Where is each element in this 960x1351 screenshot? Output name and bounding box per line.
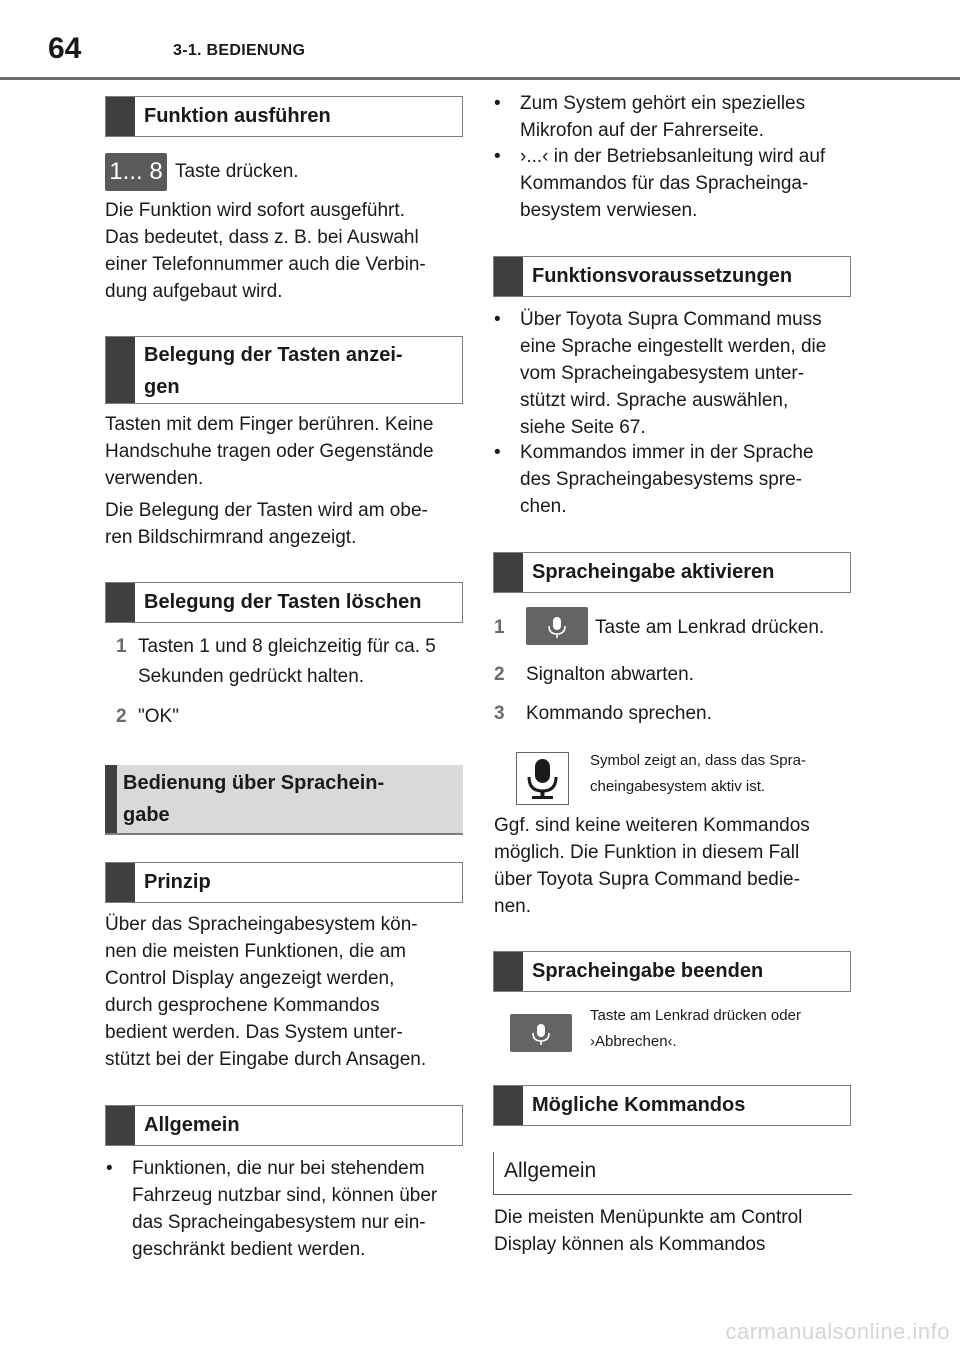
key-1-8-button: 1... 8 bbox=[105, 153, 167, 191]
text-line: besystem verwiesen. bbox=[520, 200, 698, 221]
text-line: einer Telefonnummer auch die Verbin- bbox=[105, 254, 426, 275]
symbol-note bbox=[590, 748, 852, 800]
section-funktion-ausfuehren bbox=[105, 96, 463, 137]
prinzip-paragraph bbox=[105, 911, 465, 1073]
section-spracheingabe-beenden bbox=[493, 951, 851, 992]
bullet-text bbox=[520, 143, 854, 224]
section-bedienung-sprache bbox=[105, 765, 463, 835]
voice-active-symbol bbox=[516, 752, 569, 805]
title-line: Belegung der Tasten anzei- bbox=[144, 344, 403, 366]
section-bar bbox=[106, 97, 135, 136]
section-bar bbox=[494, 553, 523, 592]
text-line: Das bedeutet, dass z. B. bei Auswahl bbox=[105, 227, 419, 248]
section-title: Prinzip bbox=[144, 871, 211, 893]
text-line: ren Bildschirmrand angezeigt. bbox=[105, 527, 357, 548]
section-prinzip bbox=[105, 862, 463, 903]
text-line: vom Spracheingabesystem unter- bbox=[520, 363, 805, 384]
text-line: Display können als Kommandos bbox=[494, 1234, 766, 1255]
bullet-text bbox=[520, 306, 854, 441]
step-text: Kommando sprechen. bbox=[526, 703, 712, 724]
text-line: Fahrzeug nutzbar sind, können über bbox=[132, 1185, 438, 1206]
text-line: Die Belegung der Tasten wird am obe- bbox=[105, 500, 428, 521]
text-line: Tasten mit dem Finger berühren. Keine bbox=[105, 414, 434, 435]
text-line: nen die meisten Funktionen, die am bbox=[105, 941, 407, 962]
text-line: chen. bbox=[520, 496, 567, 517]
text-line: Symbol zeigt an, dass das Spra- bbox=[590, 752, 806, 769]
text-line: Mikrofon auf der Fahrerseite. bbox=[520, 120, 764, 141]
section-funktionsvoraussetzungen bbox=[493, 256, 851, 297]
page-number: 64 bbox=[48, 32, 82, 65]
kommandos-paragraph bbox=[494, 1204, 854, 1258]
text-line: Taste am Lenkrad drücken oder bbox=[590, 1007, 801, 1024]
text-line: Handschuhe tragen oder Gegenstände bbox=[105, 441, 434, 462]
bullet: • bbox=[494, 309, 501, 330]
section-title: Mögliche Kommandos bbox=[532, 1094, 746, 1116]
section-bar bbox=[106, 1106, 135, 1145]
section-belegung-anzeigen bbox=[105, 336, 463, 404]
text-line: ›Abbrechen‹. bbox=[590, 1033, 677, 1050]
text-line: Kommandos immer in der Sprache bbox=[520, 442, 814, 463]
footer-watermark: carmanualsonline.info bbox=[725, 1319, 950, 1344]
section-title: Belegung der Tasten löschen bbox=[144, 591, 422, 613]
step-text: Signalton abwarten. bbox=[526, 664, 694, 685]
text-line: Die Funktion wird sofort ausgeführt. bbox=[105, 200, 405, 221]
section-bar bbox=[494, 952, 523, 991]
text-line: stützt wird. Sprache auswählen, bbox=[520, 390, 789, 411]
section-title: Allgemein bbox=[144, 1114, 240, 1136]
section-title bbox=[123, 767, 455, 831]
text-line: Funktionen, die nur bei stehendem bbox=[132, 1158, 425, 1179]
bullet-text bbox=[132, 1155, 466, 1263]
text-line: stützt bei der Eingabe durch Ansagen. bbox=[105, 1049, 427, 1070]
bullet-text bbox=[520, 90, 854, 144]
section-bar bbox=[494, 257, 523, 296]
step-number: 2 bbox=[116, 706, 127, 727]
section-title: Funktionsvoraussetzungen bbox=[532, 265, 793, 287]
section-spracheingabe-aktivieren bbox=[493, 552, 851, 593]
section-title: Funktion ausführen bbox=[144, 105, 331, 127]
text-line: Über Toyota Supra Command muss bbox=[520, 309, 822, 330]
text-line: nen. bbox=[494, 896, 531, 917]
bullet: • bbox=[494, 442, 501, 463]
section-title: Spracheingabe aktivieren bbox=[532, 561, 775, 583]
key-instruction: Taste drücken. bbox=[175, 161, 299, 182]
step-number: 2 bbox=[494, 664, 505, 685]
bullet-text bbox=[520, 439, 854, 520]
text-line: Die meisten Menüpunkte am Control bbox=[494, 1207, 803, 1228]
text-line: eine Sprache eingestellt werden, die bbox=[520, 336, 827, 357]
step-number: 3 bbox=[494, 703, 505, 724]
text-line: Zum System gehört ein spezielles bbox=[520, 93, 806, 114]
belegung-paragraph-1 bbox=[105, 411, 465, 492]
section-bar bbox=[106, 337, 135, 403]
text-line: bedient werden. Das System unter- bbox=[105, 1022, 403, 1043]
text-line: geschränkt bedient werden. bbox=[132, 1239, 366, 1260]
text-line: Über das Spracheingabesystem kön- bbox=[105, 914, 418, 935]
text-line: Control Display angezeigt werden, bbox=[105, 968, 395, 989]
subsection-allgemein bbox=[493, 1152, 852, 1195]
text-line: ›...‹ in der Betriebsanleitung wird auf bbox=[520, 146, 826, 167]
text-line: verwenden. bbox=[105, 468, 204, 489]
beenden-note bbox=[590, 1003, 852, 1055]
bullet: • bbox=[494, 93, 501, 114]
section-moegliche-kommandos bbox=[493, 1085, 851, 1126]
title-line: Bedienung über Sprachein- bbox=[123, 772, 385, 794]
section-allgemein bbox=[105, 1105, 463, 1146]
microphone-icon bbox=[517, 753, 568, 804]
title-line: gen bbox=[144, 376, 180, 398]
text-line: Ggf. sind keine weiteren Kommandos bbox=[494, 815, 810, 836]
section-bar bbox=[106, 863, 135, 902]
text-line: möglich. Die Funktion in diesem Fall bbox=[494, 842, 800, 863]
bullet: • bbox=[494, 146, 501, 167]
subsection-title: Allgemein bbox=[504, 1159, 597, 1182]
section-belegung-loeschen bbox=[105, 582, 463, 623]
step-number: 1 bbox=[116, 636, 127, 657]
section-bar bbox=[494, 1086, 523, 1125]
chapter-title: 3-1. BEDIENUNG bbox=[173, 42, 306, 59]
text-line: über Toyota Supra Command bedie- bbox=[494, 869, 800, 890]
microphone-icon bbox=[510, 1014, 572, 1052]
text-line: durch gesprochene Kommandos bbox=[105, 995, 380, 1016]
aktivieren-paragraph bbox=[494, 812, 854, 920]
section-bar bbox=[105, 765, 117, 833]
text-line: des Spracheingabesystems spre- bbox=[520, 469, 802, 490]
text-line: das Spracheingabesystem nur ein- bbox=[132, 1212, 426, 1233]
microphone-icon bbox=[526, 607, 588, 645]
steering-voice-button bbox=[526, 607, 588, 645]
title-line: gabe bbox=[123, 804, 170, 826]
text-line: Sekunden gedrückt halten. bbox=[138, 666, 365, 687]
text-line: siehe Seite 67. bbox=[520, 417, 646, 438]
step-number: 1 bbox=[494, 617, 505, 638]
step-text: Taste am Lenkrad drücken. bbox=[595, 617, 825, 638]
funktion-paragraph bbox=[105, 197, 465, 305]
step-text bbox=[138, 633, 466, 690]
text-line: dung aufgebaut wird. bbox=[105, 281, 283, 302]
step-text: "OK" bbox=[138, 706, 179, 727]
section-bar bbox=[106, 583, 135, 622]
belegung-paragraph-2 bbox=[105, 497, 465, 551]
bullet: • bbox=[106, 1158, 113, 1179]
header-rule bbox=[0, 77, 960, 80]
section-title bbox=[144, 339, 454, 403]
text-line: Kommandos für das Spracheinga- bbox=[520, 173, 809, 194]
text-line: Tasten 1 und 8 gleichzeitig für ca. 5 bbox=[138, 636, 436, 657]
text-line: cheingabesystem aktiv ist. bbox=[590, 778, 766, 795]
section-title: Spracheingabe beenden bbox=[532, 960, 764, 982]
steering-voice-button bbox=[510, 1014, 572, 1052]
